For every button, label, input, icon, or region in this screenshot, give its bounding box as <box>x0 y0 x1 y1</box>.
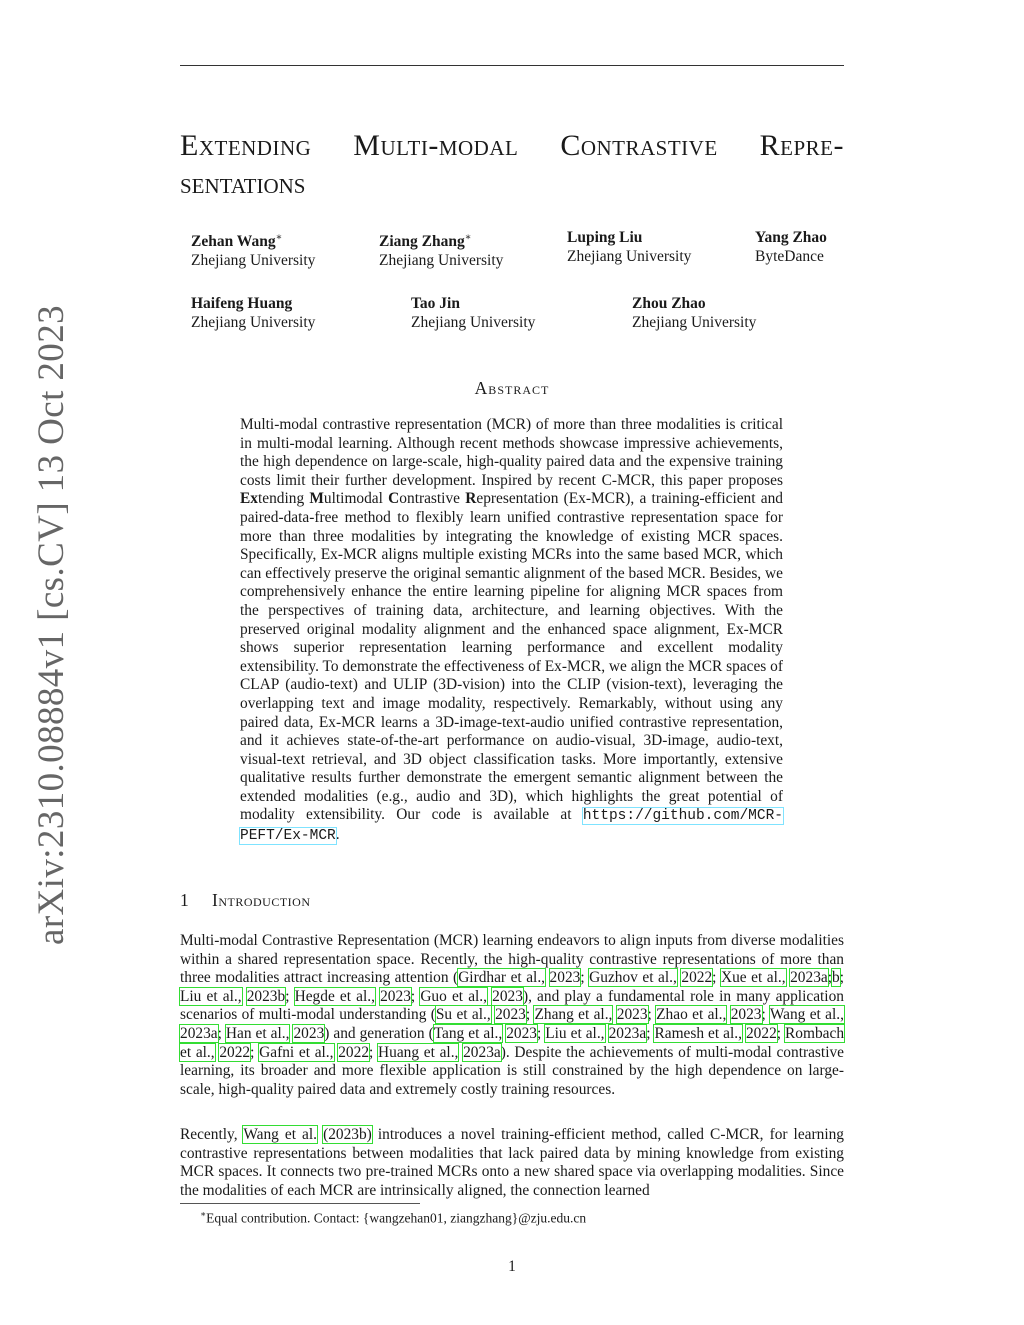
abstract-heading: Abstract <box>474 378 550 398</box>
author-block <box>411 294 535 332</box>
citation-link[interactable]: Zhang et al., <box>534 1006 613 1024</box>
citation-link[interactable]: Zhao et al., <box>656 1006 727 1024</box>
footnote-text: Equal contribution. Contact: {wangzehan01, ziangzhang}@zju.edu.cn <box>206 1210 587 1226</box>
citation-link[interactable]: 2022 <box>745 1024 777 1042</box>
citation-link[interactable]: 2023 <box>495 1006 526 1024</box>
section-heading-introduction <box>180 890 311 911</box>
citation-link[interactable]: Tang et al., <box>433 1024 503 1042</box>
citation-link[interactable]: Guzhov et al., <box>589 969 677 987</box>
citation-link[interactable]: Xue et al., <box>720 969 786 987</box>
code-url-link[interactable]: https://github.com/MCR-PEFT/Ex-MCR <box>240 808 783 845</box>
author-affiliation: Zhejiang University <box>411 314 536 331</box>
author-name: Yang Zhao <box>755 229 827 246</box>
citation-link[interactable]: b <box>832 969 840 987</box>
citation-link[interactable]: Guo et al., <box>420 987 488 1005</box>
arxiv-identifier: arXiv:2310.08884v1 [cs.CV] 13 Oct 2023 <box>31 304 72 945</box>
citation-link[interactable]: Su et al., <box>435 1006 491 1024</box>
citation-link[interactable]: 2023 <box>616 1006 648 1024</box>
author-block <box>379 228 503 270</box>
paper-title-line2: sentations <box>180 167 306 200</box>
citation-link[interactable]: 2023 <box>730 1006 762 1024</box>
intro-paragraph-2: Recently, Wang et al. (2023b) introduces a novel training-efficient method, called C-MCR, for learning contrastive representations between modalities that lack paired data by mining knowledge from existing MCR spaces. It connects two pre-trained MCRs onto a new shared space via overlapping modalities. Since the modalities of each MCR are intrinsically aligned, the connection learned <box>180 1126 844 1199</box>
citation-link[interactable]: Huang et al., <box>378 1043 459 1061</box>
citation-link[interactable]: 2022 <box>681 969 713 987</box>
author-name: Haifeng Huang <box>191 295 293 312</box>
author-block <box>191 228 315 270</box>
author-affiliation: Zhejiang University <box>567 248 692 265</box>
abstract-body: Multi-modal contrastive representation (MCR) of more than three modalities is critical in multi-modal learning. Although recent methods showcase impressive achievements, the high dependence on large-scale, high-quality paired data and the expensive training costs limit their further development. Inspired by recent C-MCR, this paper proposes Extending Multimodal Contrastive Representation (Ex-MCR), a training-efficient and paired-data-free method to flexibly learn unified contrastive representation space for more than three modalities by integrating the knowledge of existing MCR spaces. Specifically, Ex-MCR aligns multiple existing MCRs into the same based MCR, which can effectively preserve the original semantic alignment of the based MCR. Besides, we comprehensively enhance the entire learning pipeline for aligning MCR spaces from the perspectives of training data, architecture, and learning objectives. With the preserved original modality alignment and the enhanced space alignment, Ex-MCR shows superior representation learning performance and excellent modality extensibility. To demonstrate the effectiveness of Ex-MCR, we align the MCR spaces of CLAP (audio-text) and ULIP (3D-vision) into the CLIP (vision-text), leveraging the overlapping text and image modality, respectively. Remarkably, without using any paired data, Ex-MCR learns a 3D-image-text-audio unified contrastive representation, and it achieves state-of-the-art performance on audio-visual, 3D-image, audio-text, visual-text retrieval, and 3D object classification tasks. More importantly, extensive qualitative results further demonstrate the emergent semantic alignment between the extended modalities (e.g., audio and 3D), which highlights the great potential of modality extensibility. Our code is available at https://github.com/MCR-PEFT/Ex-MCR. <box>240 416 784 845</box>
footnote-mark: ∗ <box>200 1209 207 1219</box>
paper-title: Extending Multi-modal Contrastive Repre- <box>180 129 844 162</box>
author-name: Ziang Zhang <box>379 233 465 251</box>
citation-link[interactable]: Han et al., <box>225 1024 290 1042</box>
citation-link[interactable]: 2023 <box>506 1024 537 1042</box>
author-block <box>755 228 827 266</box>
author-block <box>567 228 691 266</box>
intro-paragraph-1: Multi-modal Contrastive Representation (MCR) learning endeavors to align inputs from diverse modalities within a shared representation space. Recently, the high-quality contrastive representations of more than three modalities attract increasing attention (Girdhar et al., 2023; Guzhov et al., 2022; Xue et al., 2023a;b; Liu et al., 2023b; Hegde et al., 2023; Guo et al., 2023), and play a fundamental role in many application scenarios of multi-modal understanding (Su et al., 2023; Zhang et al., 2023; Zhao et al., 2023; Wang et al., 2023a; Han et al., 2023) and generation (Tang et al., 2023; Liu et al., 2023a; Ramesh et al., 2022; Rombach et al., 2022; Gafni et al., 2022; Huang et al., 2023a). Despite the achievements of multi-modal contrastive learning, its broader and more flexible application is still constrained by the high dependence on large-scale, high-quality paired data and extremely costly training resources. <box>180 932 845 1098</box>
footnote <box>200 1209 586 1227</box>
section-title: Introduction <box>212 890 311 910</box>
citation-link[interactable]: 2022 <box>338 1043 370 1061</box>
citation-link[interactable]: Wang et al., <box>769 1006 844 1024</box>
author-affiliation: Zhejiang University <box>191 314 316 331</box>
section-number: 1 <box>180 890 190 910</box>
author-name: Luping Liu <box>567 229 643 246</box>
author-mark: ∗ <box>275 232 283 243</box>
citation-link[interactable]: 2023a <box>463 1043 501 1061</box>
author-mark: ∗ <box>464 232 472 243</box>
author-block <box>191 294 315 332</box>
citation-link[interactable]: 2022 <box>219 1043 251 1061</box>
top-rule <box>180 65 844 66</box>
citation-link[interactable]: Gafni et al., <box>259 1043 334 1061</box>
footnote-rule <box>180 1203 420 1204</box>
citation-link[interactable]: 2023a <box>790 969 828 987</box>
citation-link[interactable]: 2023 <box>380 987 411 1005</box>
citation-link[interactable]: 2023a <box>180 1024 218 1042</box>
author-name: Zhou Zhao <box>632 295 706 312</box>
author-affiliation: ByteDance <box>755 248 824 265</box>
citation-link[interactable]: 2023 <box>549 969 581 987</box>
author-affiliation: Zhejiang University <box>379 252 504 270</box>
citation-link[interactable]: Wang et al. <box>243 1126 318 1143</box>
citation-link[interactable]: Ramesh et al., <box>654 1024 742 1042</box>
citation-link[interactable]: (2023b) <box>323 1126 372 1143</box>
citation-link[interactable]: Liu et al., <box>545 1024 605 1042</box>
author-name: Tao Jin <box>411 295 460 312</box>
citation-link[interactable]: Hegde et al., <box>294 987 375 1005</box>
author-block <box>632 294 756 332</box>
citation-link[interactable]: Liu et al., <box>180 987 242 1005</box>
citation-link[interactable]: 2023 <box>492 987 523 1005</box>
citation-link[interactable]: Girdhar et al., <box>458 969 546 987</box>
citation-link[interactable]: 2023 <box>293 1024 325 1042</box>
citation-link[interactable]: 2023a <box>608 1024 647 1042</box>
page-number: 1 <box>508 1258 516 1275</box>
author-name: Zehan Wang <box>191 233 276 251</box>
author-affiliation: Zhejiang University <box>191 252 316 270</box>
citation-link[interactable]: 2023b <box>246 987 286 1005</box>
author-affiliation: Zhejiang University <box>632 314 757 331</box>
citation-link[interactable]: Rombach et al., <box>180 1024 845 1061</box>
